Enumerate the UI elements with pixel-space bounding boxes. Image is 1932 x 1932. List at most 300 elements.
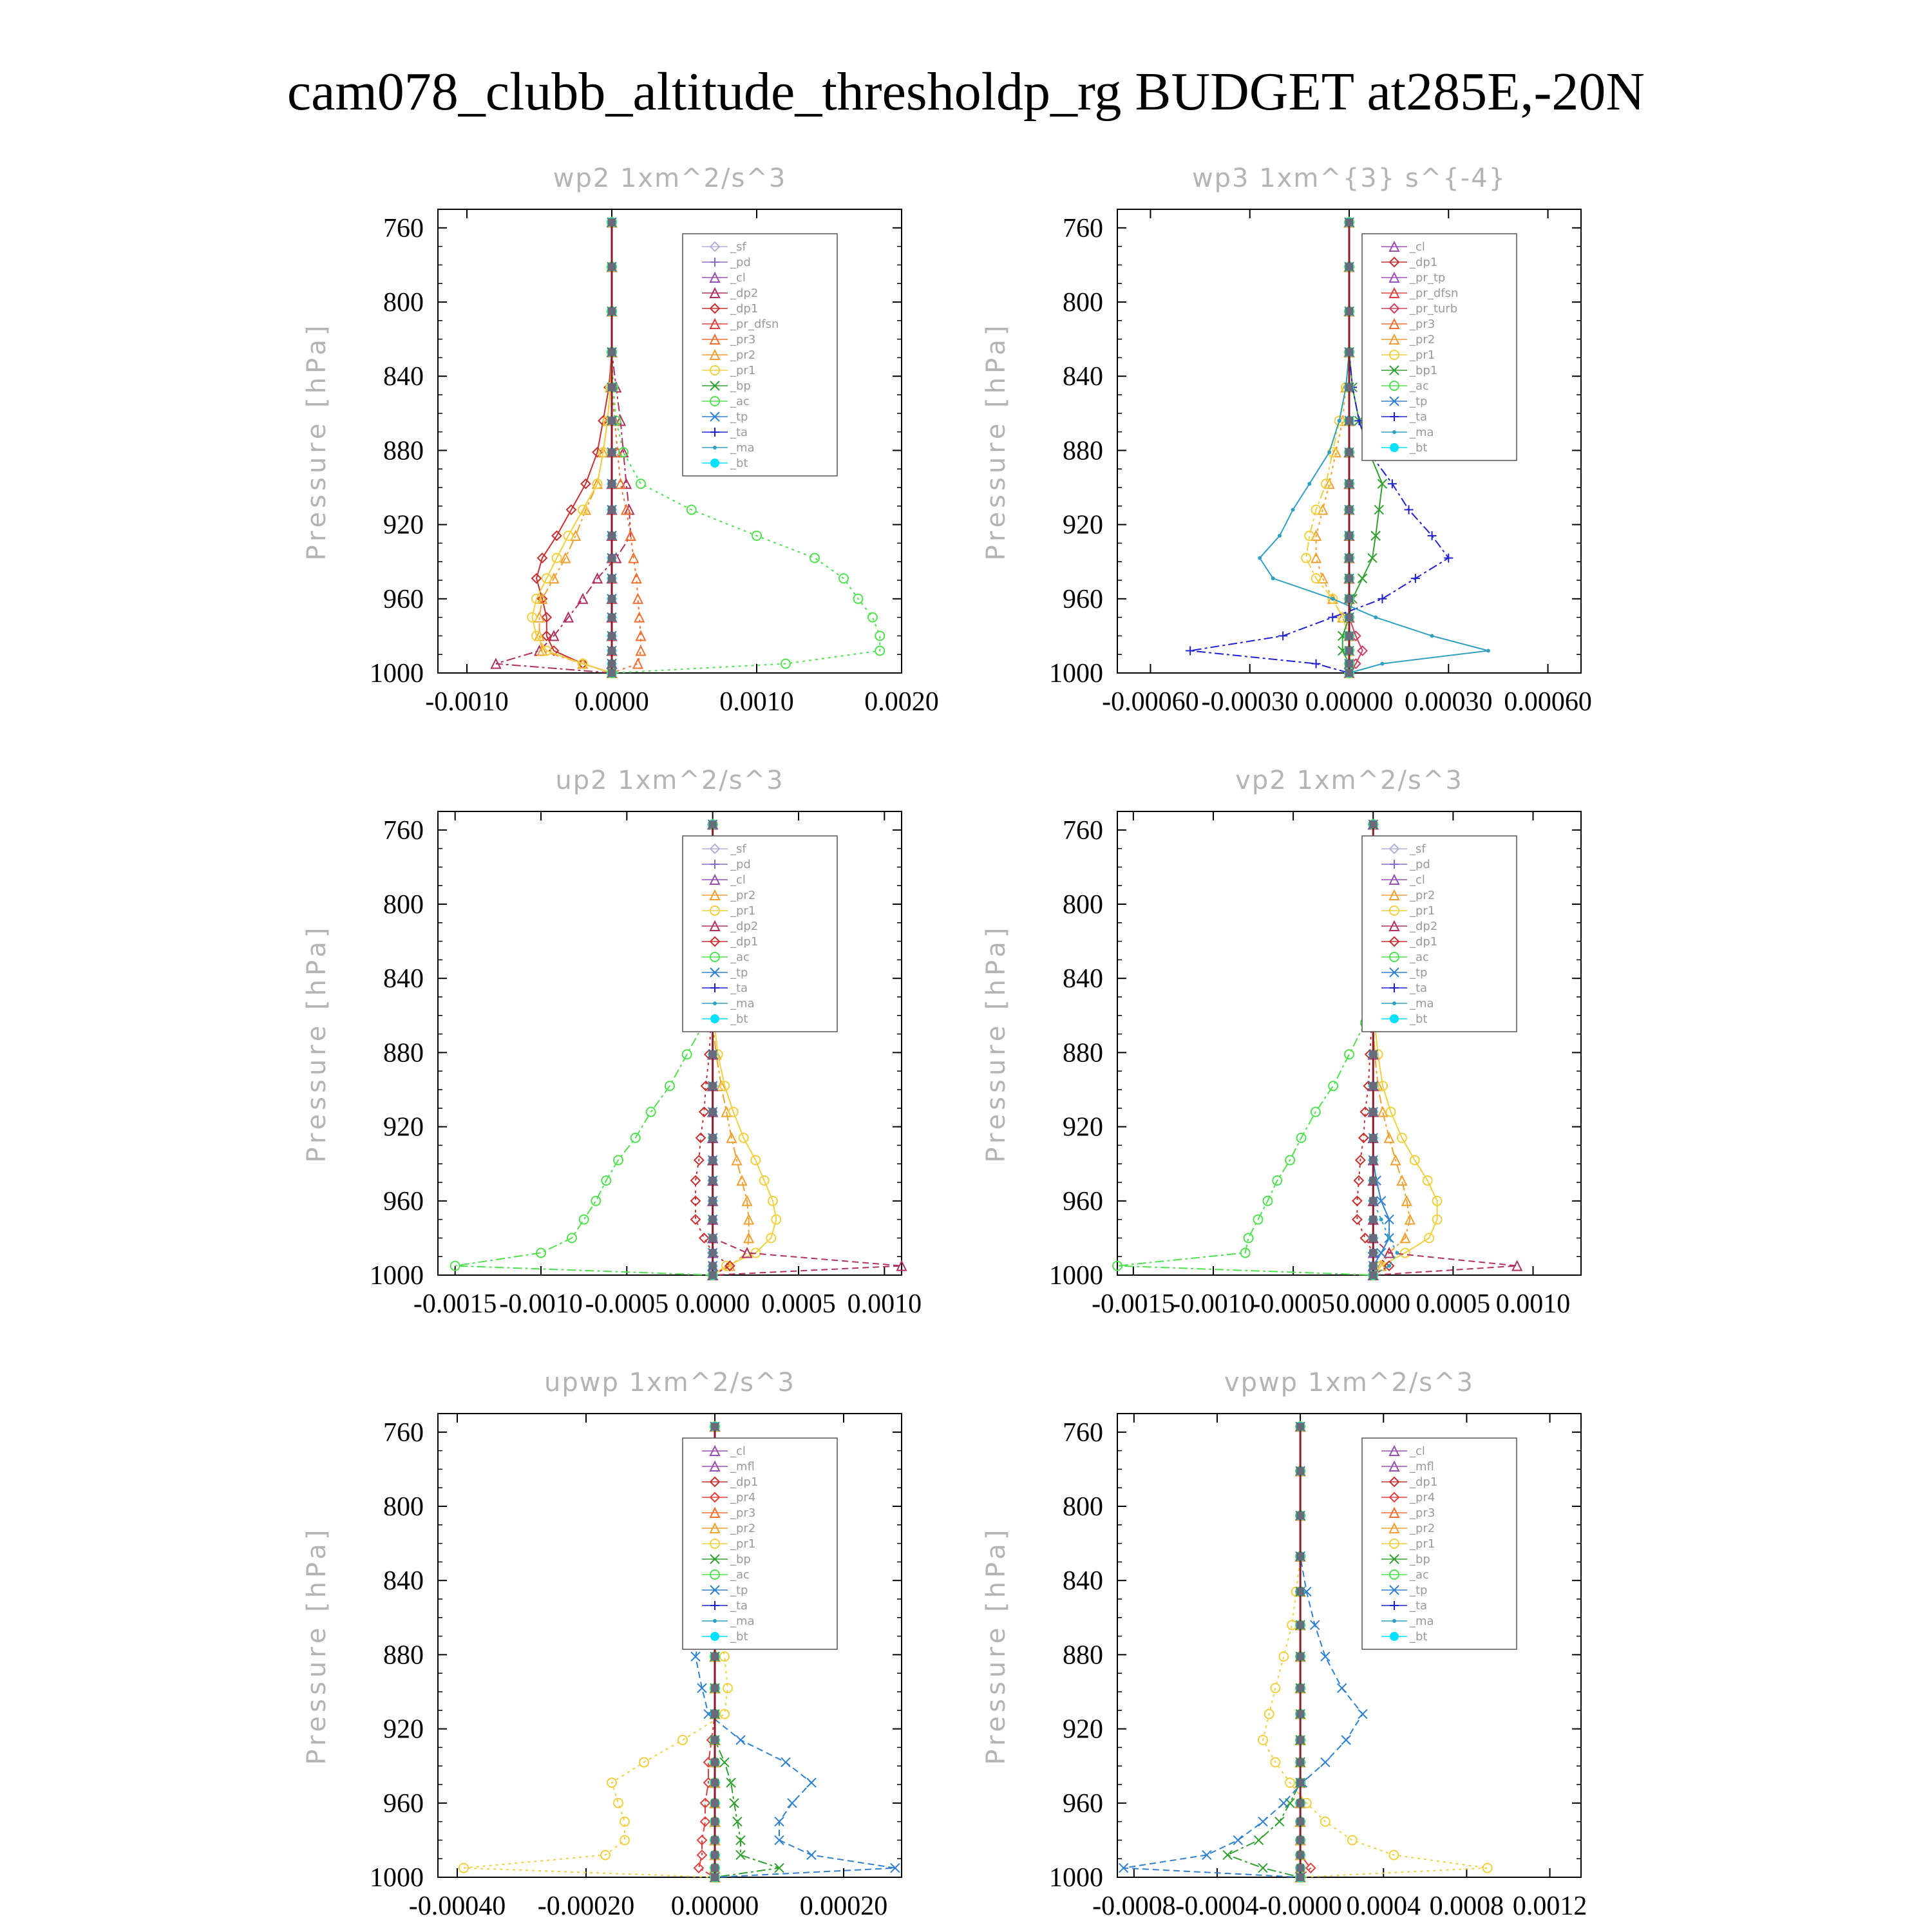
x-tick-label: -0.0010 xyxy=(499,1289,583,1319)
figure-title: cam078_clubb_altitude_thresholdp_rg BUDGET at285E,-20N xyxy=(287,62,1645,122)
legend-label: _tp xyxy=(730,966,748,980)
data-point_tp xyxy=(775,1835,784,1844)
stacked-zero-marker xyxy=(709,1177,717,1184)
y-axis-label: Pressure [hPa] xyxy=(302,1526,332,1765)
legend-label: _pr_dfsn xyxy=(730,317,779,331)
stacked-zero-marker xyxy=(608,506,616,514)
legend-label: _ac xyxy=(730,951,750,964)
data-point_ma xyxy=(1258,556,1262,560)
stacked-zero-marker xyxy=(1296,1587,1304,1595)
y-tick-label: 960 xyxy=(383,1186,424,1217)
stacked-zero-marker xyxy=(1296,1836,1304,1844)
series-line_ac xyxy=(1117,824,1373,1275)
panel-0 xyxy=(302,164,939,717)
x-tick-label: -0.0004 xyxy=(1175,1891,1259,1921)
stacked-zero-marker xyxy=(709,1249,717,1256)
data-point_ac xyxy=(868,613,877,622)
y-tick-label: 840 xyxy=(1063,1566,1103,1596)
data-point_pr2 xyxy=(737,1176,746,1185)
data-point_tp xyxy=(1321,1757,1330,1766)
legend-label: _mfl xyxy=(1410,1460,1434,1473)
legend-marker_ma xyxy=(1392,1619,1396,1623)
stacked-zero-marker xyxy=(1369,1197,1377,1205)
legend-label: _bp1 xyxy=(1410,364,1438,377)
y-tick-label: 760 xyxy=(383,1417,424,1448)
y-tick-label: 920 xyxy=(1063,510,1103,540)
y-tick-label: 880 xyxy=(383,1640,424,1671)
data-point_ta xyxy=(1378,594,1387,603)
x-tick-label: -0.0010 xyxy=(1171,1289,1255,1319)
stacked-zero-marker xyxy=(1345,448,1353,456)
legend-label: _tp xyxy=(1410,395,1428,408)
legend-box xyxy=(683,836,837,1032)
stacked-zero-marker xyxy=(1345,614,1353,621)
legend-marker_ma xyxy=(713,446,717,450)
legend-label: _pr1 xyxy=(730,904,756,918)
y-tick-label: 800 xyxy=(383,890,424,920)
data-point_ma xyxy=(1387,1236,1391,1240)
legend-label: _tp xyxy=(730,1584,748,1597)
stacked-zero-marker xyxy=(1369,1262,1377,1270)
legend-label: _ac xyxy=(730,395,750,408)
stacked-zero-marker xyxy=(709,820,717,828)
data-point_dp1 xyxy=(691,1215,700,1224)
legend-label: _bt xyxy=(1410,441,1428,455)
stacked-zero-marker xyxy=(1369,1216,1377,1224)
stacked-zero-marker xyxy=(1369,1050,1377,1058)
data-point_ma xyxy=(1387,1264,1391,1268)
series-line_pr1 xyxy=(1306,222,1349,673)
legend-marker_bt xyxy=(710,1632,719,1641)
x-tick-label: 0.0020 xyxy=(864,687,939,717)
data-point_ta xyxy=(1186,646,1195,655)
legend-label: _pr4 xyxy=(730,1491,756,1504)
series-line_tp xyxy=(1124,1426,1363,1877)
legend-label: _pr_turb xyxy=(1410,302,1458,316)
stacked-zero-marker xyxy=(1345,574,1353,582)
panel-1 xyxy=(981,164,1592,717)
legend-label: _pr1 xyxy=(1410,904,1435,918)
data-point_ma xyxy=(1307,482,1311,486)
stacked-zero-marker xyxy=(1345,348,1353,356)
legend-label: _pd xyxy=(730,256,751,269)
data-point_pr1 xyxy=(1483,1864,1492,1873)
data-point_tp xyxy=(781,1757,790,1766)
data-point_ac xyxy=(875,631,884,640)
y-tick-label: 840 xyxy=(1063,964,1103,994)
y-tick-label: 840 xyxy=(383,964,424,994)
legend-label: _cl xyxy=(730,1444,746,1458)
stacked-zero-marker xyxy=(711,1684,719,1692)
stacked-zero-marker xyxy=(1345,506,1353,514)
data-point_pr2 xyxy=(1312,553,1321,562)
stacked-zero-marker xyxy=(709,1197,717,1205)
stacked-zero-marker xyxy=(711,1423,719,1430)
legend-label: _dp1 xyxy=(1410,935,1438,949)
legend-marker_bt xyxy=(710,459,719,468)
legend-box xyxy=(1362,234,1517,460)
panel-title: vp2 1xm^2/s^3 xyxy=(1235,766,1463,795)
stacked-zero-marker xyxy=(608,263,616,270)
x-tick-label: 0.0000 xyxy=(1336,1289,1410,1319)
stacked-zero-marker xyxy=(1345,554,1353,562)
data-point_bp xyxy=(1275,1817,1284,1826)
legend-label: _ta xyxy=(1410,410,1428,424)
legend-marker_ma xyxy=(713,1001,717,1005)
stacked-zero-marker xyxy=(709,1271,717,1279)
data-point_pr1 xyxy=(1305,531,1314,540)
stacked-zero-marker xyxy=(1296,1423,1304,1430)
x-tick-label: 0.0010 xyxy=(847,1289,922,1319)
data-point_ma xyxy=(1338,419,1341,422)
legend-label: _pr2 xyxy=(1410,889,1435,902)
data-point_dp2 xyxy=(578,594,587,603)
x-tick-label: -0.0015 xyxy=(1092,1289,1175,1319)
stacked-zero-marker xyxy=(709,1234,717,1242)
legend-label: _ta xyxy=(730,981,748,995)
series-line_dp2 xyxy=(496,222,630,673)
data-point_tp xyxy=(1338,1683,1347,1692)
legend-label: _pr1 xyxy=(1410,348,1435,362)
stacked-zero-marker xyxy=(1345,480,1353,488)
legend-label: _pr3 xyxy=(730,333,756,346)
stacked-zero-marker xyxy=(1345,647,1353,654)
x-tick-label: 0.00020 xyxy=(799,1891,888,1921)
data-point_ac xyxy=(1329,1081,1338,1090)
y-axis-label: Pressure [hPa] xyxy=(981,321,1011,561)
legend-label: _sf xyxy=(730,842,746,856)
data-point_pr4 xyxy=(694,1864,703,1873)
stacked-zero-marker xyxy=(1296,1758,1304,1766)
y-axis-label: Pressure [hPa] xyxy=(302,923,332,1163)
data-point_ta xyxy=(1328,613,1337,622)
legend-label: _dp1 xyxy=(730,1475,759,1489)
stacked-zero-marker xyxy=(709,1134,717,1142)
panel-title: upwp 1xm^2/s^3 xyxy=(544,1368,795,1397)
x-tick-label: 0.00030 xyxy=(1405,687,1493,717)
stacked-zero-marker xyxy=(1296,1873,1304,1881)
x-tick-label: 0.0000 xyxy=(675,1289,750,1319)
legend-label: _bt xyxy=(730,1630,748,1643)
legend-label: _bp xyxy=(1410,1553,1430,1566)
stacked-zero-marker xyxy=(1296,1851,1304,1859)
data-point_pr3 xyxy=(634,659,643,668)
stacked-zero-marker xyxy=(711,1873,719,1881)
legend-label: _pr4 xyxy=(1410,1491,1435,1504)
data-point_tp xyxy=(807,1850,816,1859)
y-tick-label: 960 xyxy=(383,1788,424,1819)
legend-label: _ac xyxy=(1410,951,1429,964)
panel-title: vpwp 1xm^2/s^3 xyxy=(1224,1368,1475,1397)
stacked-zero-marker xyxy=(711,1836,719,1844)
data-point_tp xyxy=(736,1736,745,1745)
data-point_ac xyxy=(810,553,819,562)
y-tick-label: 760 xyxy=(383,213,424,243)
y-tick-label: 800 xyxy=(1063,890,1103,920)
stacked-zero-marker xyxy=(1369,1156,1377,1164)
stacked-zero-marker xyxy=(608,595,616,603)
x-tick-label: -0.0005 xyxy=(585,1289,669,1319)
legend-label: _sf xyxy=(1410,842,1426,856)
legend-label: _pr1 xyxy=(730,1537,756,1551)
x-tick-label: 0.0000 xyxy=(574,687,649,717)
data-point_pr1 xyxy=(678,1736,687,1745)
data-point_tp xyxy=(1258,1817,1267,1826)
legend-label: _pr2 xyxy=(730,889,756,902)
y-tick-label: 1000 xyxy=(370,659,424,688)
data-point_pr2 xyxy=(1397,1176,1406,1185)
data-point_bp xyxy=(1223,1850,1232,1859)
stacked-zero-marker xyxy=(711,1779,719,1786)
legend-label: _cl xyxy=(1410,873,1425,887)
legend-box xyxy=(1362,836,1517,1032)
legend-marker_ma xyxy=(1392,1001,1396,1005)
x-tick-label: 0.00060 xyxy=(1504,687,1592,717)
legend-label: _pr3 xyxy=(730,1506,756,1520)
stacked-zero-marker xyxy=(608,574,616,582)
x-tick-label: -0.0008 xyxy=(1092,1891,1176,1921)
stacked-zero-marker xyxy=(1296,1553,1304,1560)
stacked-zero-marker xyxy=(1345,218,1353,226)
legend-label: _bp xyxy=(730,1553,751,1566)
x-tick-label: -0.00060 xyxy=(1102,687,1199,717)
data-point_dp1 xyxy=(1352,1215,1361,1224)
legend-label: _ac xyxy=(1410,379,1429,393)
x-tick-label: 0.0012 xyxy=(1512,1891,1587,1921)
data-point_tp xyxy=(807,1778,816,1787)
y-tick-label: 840 xyxy=(1063,362,1103,392)
y-tick-label: 800 xyxy=(1063,1492,1103,1522)
x-tick-label: -0.00020 xyxy=(537,1891,635,1921)
legend-label: _tp xyxy=(730,410,748,424)
data-point_dp1 xyxy=(699,1233,708,1242)
stacked-zero-marker xyxy=(709,1216,717,1224)
stacked-zero-marker xyxy=(1296,1653,1304,1660)
y-tick-label: 960 xyxy=(383,584,424,614)
y-tick-label: 1000 xyxy=(370,1863,424,1893)
panel-2 xyxy=(302,766,922,1319)
legend-label: _dp2 xyxy=(1410,920,1438,933)
series-line_dp1 xyxy=(536,222,612,673)
y-tick-label: 760 xyxy=(1063,213,1103,243)
stacked-zero-marker xyxy=(608,669,616,677)
data-point_ta xyxy=(1444,553,1453,562)
y-tick-label: 1000 xyxy=(1049,1863,1103,1893)
stacked-zero-marker xyxy=(711,1736,719,1744)
y-tick-label: 760 xyxy=(383,815,424,846)
stacked-zero-marker xyxy=(1345,532,1353,540)
panel-title: wp3 1xm^{3} s^{-4} xyxy=(1191,164,1507,193)
stacked-zero-marker xyxy=(608,647,616,654)
data-point_ma xyxy=(1395,1251,1399,1255)
legend-label: _ac xyxy=(1410,1568,1429,1582)
x-tick-label: 0.0008 xyxy=(1429,1891,1504,1921)
legend-label: _pd xyxy=(1410,858,1430,871)
y-tick-label: 800 xyxy=(383,288,424,317)
legend-label: _cl xyxy=(730,271,746,285)
y-tick-label: 920 xyxy=(383,1112,424,1142)
legend-label: _dp1 xyxy=(730,302,759,316)
data-point_ma xyxy=(1327,450,1331,454)
y-tick-label: 880 xyxy=(1063,1038,1103,1068)
y-tick-label: 1000 xyxy=(1049,1261,1103,1291)
legend-label: _sf xyxy=(730,240,746,254)
stacked-zero-marker xyxy=(1369,820,1377,828)
y-tick-label: 920 xyxy=(1063,1112,1103,1142)
stacked-zero-marker xyxy=(1345,263,1353,270)
legend-label: _dp1 xyxy=(1410,256,1438,269)
data-point_tp xyxy=(1233,1835,1242,1844)
stacked-zero-marker xyxy=(608,660,616,668)
legend-label: _ma xyxy=(730,1615,755,1628)
legend-label: _ta xyxy=(730,1599,748,1613)
legend-label: _pr2 xyxy=(1410,333,1435,346)
stacked-zero-marker xyxy=(711,1710,719,1718)
data-point_bp xyxy=(720,1757,729,1766)
stacked-zero-marker xyxy=(608,554,616,562)
legend-label: _ma xyxy=(1410,1615,1434,1628)
legend-label: _pr2 xyxy=(1410,1522,1435,1535)
stacked-zero-marker xyxy=(608,532,616,540)
data-point_ma xyxy=(1430,634,1434,638)
legend-label: _pr_tp xyxy=(1410,271,1446,285)
x-tick-label: 0.0010 xyxy=(1495,1289,1571,1319)
stacked-zero-marker xyxy=(709,1050,717,1058)
legend-label: _bt xyxy=(730,1012,748,1026)
stacked-zero-marker xyxy=(1296,1779,1304,1786)
legend-label: _bt xyxy=(730,457,748,470)
y-tick-label: 920 xyxy=(383,510,424,540)
stacked-zero-marker xyxy=(608,480,616,488)
legend-label: _ma xyxy=(730,997,755,1010)
legend-label: _cl xyxy=(1410,240,1425,254)
x-tick-label: 0.0005 xyxy=(761,1289,836,1319)
legend-label: _ma xyxy=(1410,997,1434,1010)
data-point_bp1 xyxy=(1358,574,1367,583)
data-point_ma xyxy=(1271,576,1275,580)
x-tick-label: -0.00030 xyxy=(1201,687,1298,717)
legend-label: _dp1 xyxy=(1410,1475,1438,1489)
legend-label: _ta xyxy=(1410,1599,1428,1613)
stacked-zero-marker xyxy=(1296,1818,1304,1826)
stacked-zero-marker xyxy=(608,614,616,621)
stacked-zero-marker xyxy=(1369,1249,1377,1256)
stacked-zero-marker xyxy=(1296,1736,1304,1744)
data-point_ma xyxy=(1379,1218,1383,1222)
stacked-zero-marker xyxy=(711,1818,719,1826)
legend-label: _bt xyxy=(1410,1630,1428,1643)
legend-marker_bt xyxy=(1390,443,1399,452)
legend-label: _dp2 xyxy=(730,920,759,933)
y-tick-label: 880 xyxy=(383,436,424,466)
stacked-zero-marker xyxy=(1296,1467,1304,1475)
y-tick-label: 960 xyxy=(1063,584,1103,614)
stacked-zero-marker xyxy=(1296,1864,1304,1872)
data-point_ac xyxy=(580,1215,589,1224)
data-point_tp xyxy=(1311,1620,1320,1629)
x-tick-label: 0.0010 xyxy=(719,687,794,717)
legend-label: _pr_dfsn xyxy=(1410,287,1459,300)
stacked-zero-marker xyxy=(1296,1684,1304,1692)
data-point_ta xyxy=(1411,574,1420,583)
data-point_pr1 xyxy=(614,1799,623,1808)
legend-label: _pr2 xyxy=(730,348,756,362)
data-point_dp1 xyxy=(691,1176,700,1185)
x-tick-label: -0.00040 xyxy=(408,1891,506,1921)
data-point_ac xyxy=(636,479,645,488)
legend-label: _tp xyxy=(1410,966,1428,980)
stacked-zero-marker xyxy=(608,632,616,639)
y-tick-label: 920 xyxy=(1063,1714,1103,1745)
stacked-zero-marker xyxy=(709,1108,717,1116)
stacked-zero-marker xyxy=(608,307,616,315)
panel-title: wp2 1xm^2/s^3 xyxy=(553,164,787,193)
y-tick-label: 760 xyxy=(1063,815,1103,846)
legend-label: _dp1 xyxy=(730,935,759,949)
y-axis-label: Pressure [hPa] xyxy=(302,321,332,561)
data-point_tp xyxy=(788,1799,797,1808)
x-tick-label: 0.0004 xyxy=(1346,1891,1421,1921)
data-point_ta xyxy=(1278,631,1287,640)
data-point_pr1 xyxy=(1348,1835,1357,1844)
stacked-zero-marker xyxy=(1296,1799,1304,1807)
stacked-zero-marker xyxy=(608,417,616,424)
stacked-zero-marker xyxy=(1296,1511,1304,1519)
stacked-zero-marker xyxy=(711,1758,719,1766)
stacked-zero-marker xyxy=(1296,1710,1304,1718)
legend-label: _tp xyxy=(1410,1584,1428,1597)
legend-label: _ta xyxy=(1410,981,1428,995)
stacked-zero-marker xyxy=(1345,383,1353,391)
stacked-zero-marker xyxy=(711,1799,719,1807)
y-tick-label: 800 xyxy=(383,1492,424,1522)
x-tick-label: -0.0005 xyxy=(1251,1289,1335,1319)
y-tick-label: 760 xyxy=(1063,1417,1103,1448)
data-point_tp xyxy=(1358,1710,1367,1719)
stacked-zero-marker xyxy=(1369,1234,1377,1242)
data-point_ac xyxy=(591,1197,600,1206)
x-tick-label: -0.0010 xyxy=(425,687,509,717)
stacked-zero-marker xyxy=(1296,1621,1304,1629)
stacked-zero-marker xyxy=(1345,660,1353,668)
data-point_tp xyxy=(1321,1652,1330,1661)
legend-label: _cl xyxy=(1410,1444,1425,1458)
stacked-zero-marker xyxy=(608,218,616,226)
stacked-zero-marker xyxy=(1369,1108,1377,1116)
y-tick-label: 920 xyxy=(383,1714,424,1745)
stacked-zero-marker xyxy=(709,1082,717,1090)
legend-label: _ta xyxy=(730,426,748,439)
data-point_pr1 xyxy=(1279,1652,1288,1661)
legend-label: _cl xyxy=(730,873,746,887)
stacked-zero-marker xyxy=(1345,307,1353,315)
panel-5 xyxy=(981,1368,1587,1921)
stacked-zero-marker xyxy=(608,383,616,391)
stacked-zero-marker xyxy=(711,1851,719,1859)
series-line_bp xyxy=(1227,1426,1300,1877)
stacked-zero-marker xyxy=(1345,669,1353,677)
legend-label: _pr2 xyxy=(730,1522,756,1535)
stacked-zero-marker xyxy=(711,1864,719,1872)
x-tick-label: 0.00000 xyxy=(670,1891,759,1921)
y-tick-label: 960 xyxy=(1063,1788,1103,1819)
panel-title: up2 1xm^2/s^3 xyxy=(555,766,784,795)
data-point_tp xyxy=(1279,1799,1288,1808)
stacked-zero-marker xyxy=(608,448,616,456)
panel-4 xyxy=(302,1368,902,1921)
legend-label: _dp2 xyxy=(730,287,759,300)
stacked-zero-marker xyxy=(711,1653,719,1660)
